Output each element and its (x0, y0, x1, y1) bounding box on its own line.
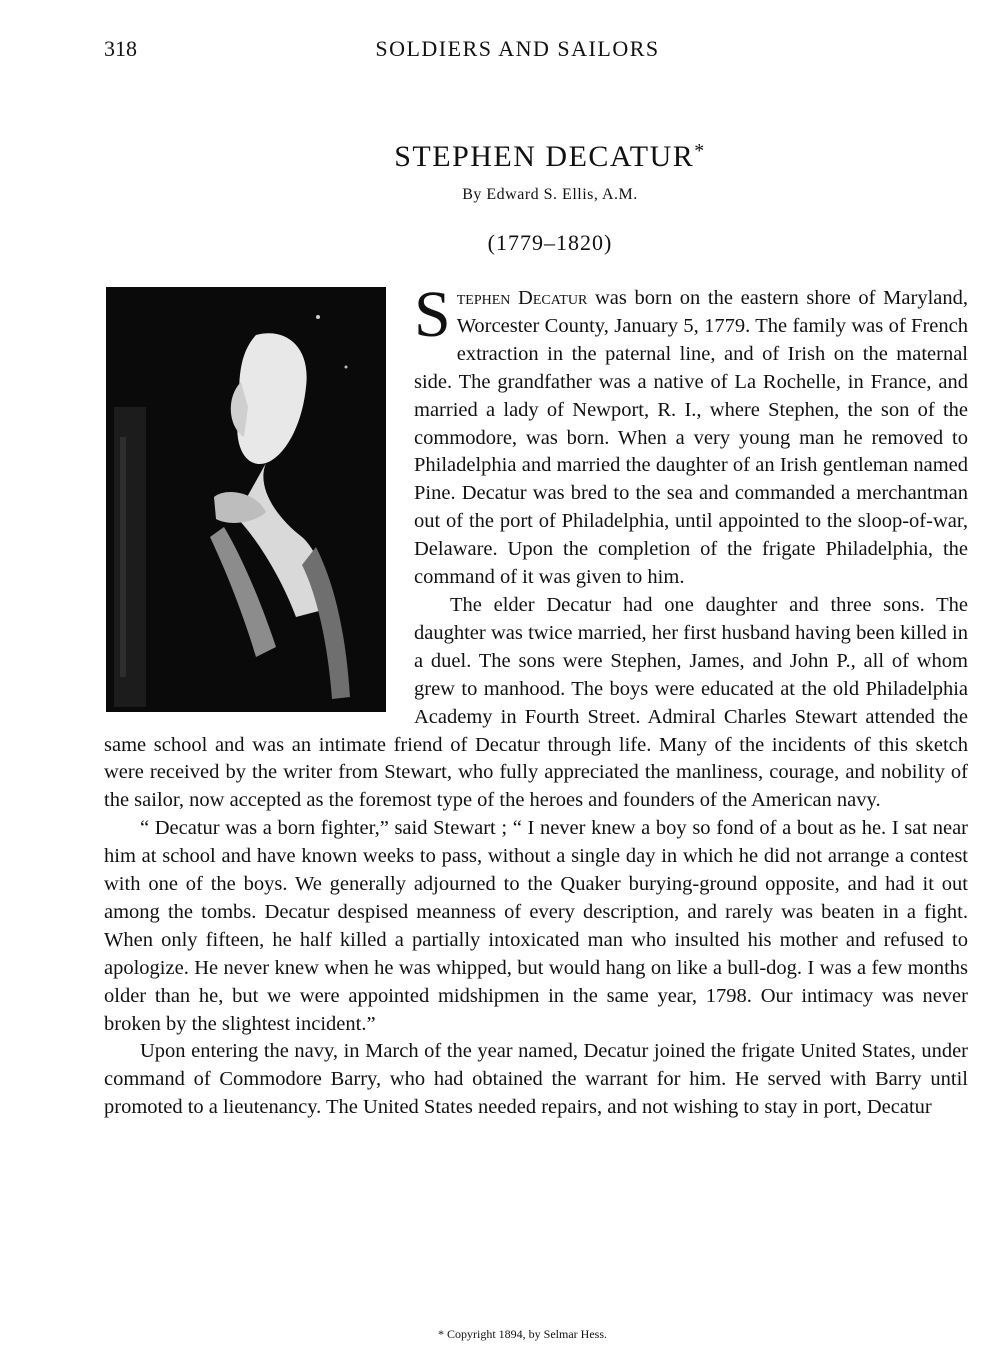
byline: By Edward S. Ellis, A.M. (462, 186, 638, 203)
paragraph-4: Upon entering the navy, in March of the year named, Decatur joined the frigate United States, under command of Commodore Barry, who had obtained the warrant for him. He served with Barry until promoted to a lieutenancy. The United States needed repairs, and not wishing to stay in port, Decatur (104, 1040, 968, 1119)
article-title-text: STEPHEN DECATUR (394, 140, 695, 173)
life-dates: (1779–1820) (487, 230, 613, 255)
portrait-wrap-spacer (104, 285, 414, 711)
paragraph-2: The elder Decatur had one daughter and three sons. The daughter was twice married, her first husband having been killed in a duel. The sons were Stephen, James, and John P., all of whom grew to manhood. The boys were educated at the old Philadelphia Academy in Fourth Street. Admiral Charles Stewart attended the same school and was an intimate friend of Decatur through life. Many of the incidents of this sketch were received by the writer from Stewart, who fully appreciated the manliness, courage, and nobility of the sailor, now accepted as the foremost type of the heroes and founders of the American navy. (104, 593, 968, 812)
article-body (104, 278, 968, 1122)
paragraph-1-text: was born on the eastern shore of Maryland, Worcester County, January 5, 1779. The family was of French extraction in the paternal line, and of Irish on the maternal side. The grandfather was a native of La Rochelle, in France, and married a lady of Newport, R. I., where Stephen, the son of the commodore, was born. When a very young man he removed to Philadelphia and married the daughter of an Irish gentleman named Pine. Decatur was bred to the sea and commanded a merchantman out of the port of Philadelphia, until appointed to the sloop-of-war, Delaware. Upon the completion of the frigate Philadelphia, the command of it was given to him. (414, 287, 968, 589)
drop-cap: S (414, 278, 451, 351)
article-title (310, 140, 790, 174)
paragraph-3: “ Decatur was a born fighter,” said Stewart ; “ I never knew a boy so fond of a bout as he. I sat near him at school and have known weeks to pass, without a single day in which he did not arrange a contest with one of the boys. We generally adjourned to the Quaker burying-ground opposite, and had it out among the tombs. Decatur despised meanness of every description, and rarely was beaten in a fight. When only fifteen, he half killed a partially intoxicated man who insulted his mother and refused to apologize. He never knew when he was whipped, but would hang on like a bull-dog. I was a few months older than he, but we were appointed midshipmen in the same year, 1798. Our intimacy was never broken by the slightest incident.” (104, 817, 968, 1035)
paragraph-1-lead: tephen Decatur (456, 287, 588, 309)
running-head: SOLDIERS AND SAILORS (375, 36, 660, 61)
page-number: 318 (104, 36, 137, 61)
title-footnote-marker: * (694, 140, 706, 162)
footnote: * Copyright 1894, by Selmar Hess. (438, 1327, 607, 1341)
